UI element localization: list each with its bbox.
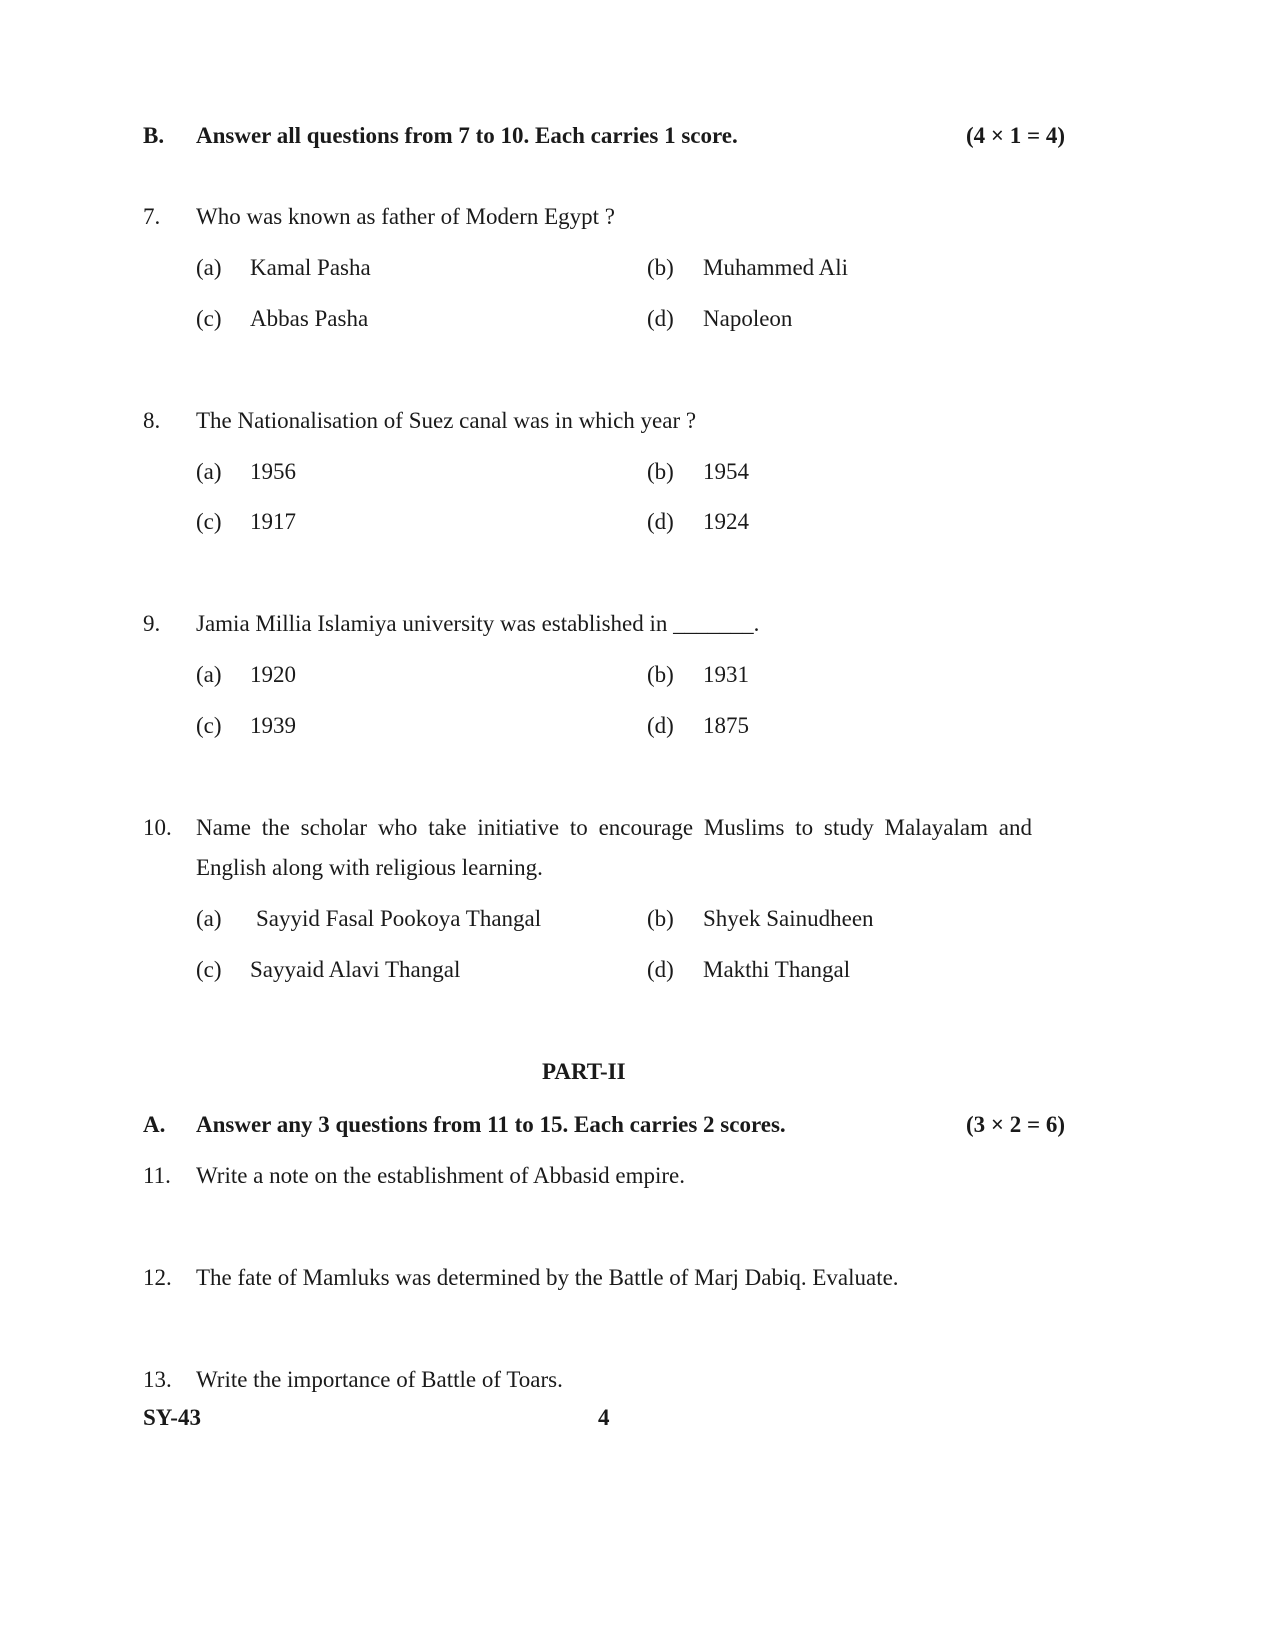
- page-number: 4: [598, 1405, 610, 1430]
- question-number: 10.: [143, 815, 172, 840]
- option-text: 1931: [703, 662, 749, 687]
- option-label: (c): [196, 509, 222, 534]
- option-label: (c): [196, 306, 222, 331]
- option-label: (b): [647, 459, 674, 484]
- option-label: (c): [196, 713, 222, 738]
- option-text: 1939: [250, 713, 296, 738]
- option-text: Napoleon: [703, 306, 793, 331]
- question-text: Jamia Millia Islamiya university was established in _______.: [196, 611, 760, 636]
- option-label: (b): [647, 255, 674, 280]
- question-text: Write a note on the establishment of Abbasid empire.: [196, 1163, 685, 1188]
- option-text: 1875: [703, 713, 749, 738]
- option-text: Sayyaid Alavi Thangal: [250, 957, 461, 982]
- option-text: 1920: [250, 662, 296, 687]
- question-text: The fate of Mamluks was determined by the Battle of Marj Dabiq. Evaluate.: [196, 1265, 899, 1290]
- section-b-letter: B.: [143, 123, 165, 148]
- part-heading: PART-II: [542, 1059, 626, 1084]
- question-text: The Nationalisation of Suez canal was in which year ?: [196, 408, 697, 433]
- section-b-marks: (4 × 1 = 4): [966, 123, 1066, 148]
- question-number: 8.: [143, 408, 161, 433]
- option-label: (a): [196, 662, 222, 687]
- option-text: 1917: [250, 509, 296, 534]
- option-label: (b): [647, 662, 674, 687]
- question-text: Write the importance of Battle of Toars.: [196, 1367, 563, 1392]
- option-text: 1924: [703, 509, 749, 534]
- option-text: Makthi Thangal: [703, 957, 851, 982]
- option-label: (a): [196, 906, 222, 931]
- section-a-marks: (3 × 2 = 6): [966, 1112, 1066, 1137]
- option-label: (d): [647, 957, 674, 982]
- option-label: (a): [196, 255, 222, 280]
- question-number: 12.: [143, 1265, 172, 1290]
- question-number: 7.: [143, 204, 161, 229]
- option-text: Shyek Sainudheen: [703, 906, 874, 931]
- option-text: Sayyid Fasal Pookoya Thangal: [256, 906, 542, 931]
- option-text: 1954: [703, 459, 749, 484]
- paper-code: SY-43: [143, 1405, 201, 1430]
- question-number: 11.: [143, 1163, 171, 1188]
- option-text: 1956: [250, 459, 296, 484]
- option-label: (b): [647, 906, 674, 931]
- question-text: Who was known as father of Modern Egypt ?: [196, 204, 615, 229]
- question-text-line-1: Name the scholar who take initiative to encourage Muslims to study Malayalam and: [196, 815, 1032, 840]
- question-number: 13.: [143, 1367, 172, 1392]
- option-text: Muhammed Ali: [703, 255, 849, 280]
- question-text-line-2: English along with religious learning.: [196, 855, 543, 880]
- option-label: (d): [647, 509, 674, 534]
- section-a-instruction: Answer any 3 questions from 11 to 15. Each carries 2 scores.: [196, 1112, 786, 1137]
- section-a-letter: A.: [143, 1112, 166, 1137]
- option-label: (c): [196, 957, 222, 982]
- section-b-instruction: Answer all questions from 7 to 10. Each carries 1 score.: [196, 123, 738, 148]
- option-text: Abbas Pasha: [250, 306, 369, 331]
- option-label: (d): [647, 306, 674, 331]
- option-label: (d): [647, 713, 674, 738]
- question-number: 9.: [143, 611, 161, 636]
- option-text: Kamal Pasha: [250, 255, 371, 280]
- option-label: (a): [196, 459, 222, 484]
